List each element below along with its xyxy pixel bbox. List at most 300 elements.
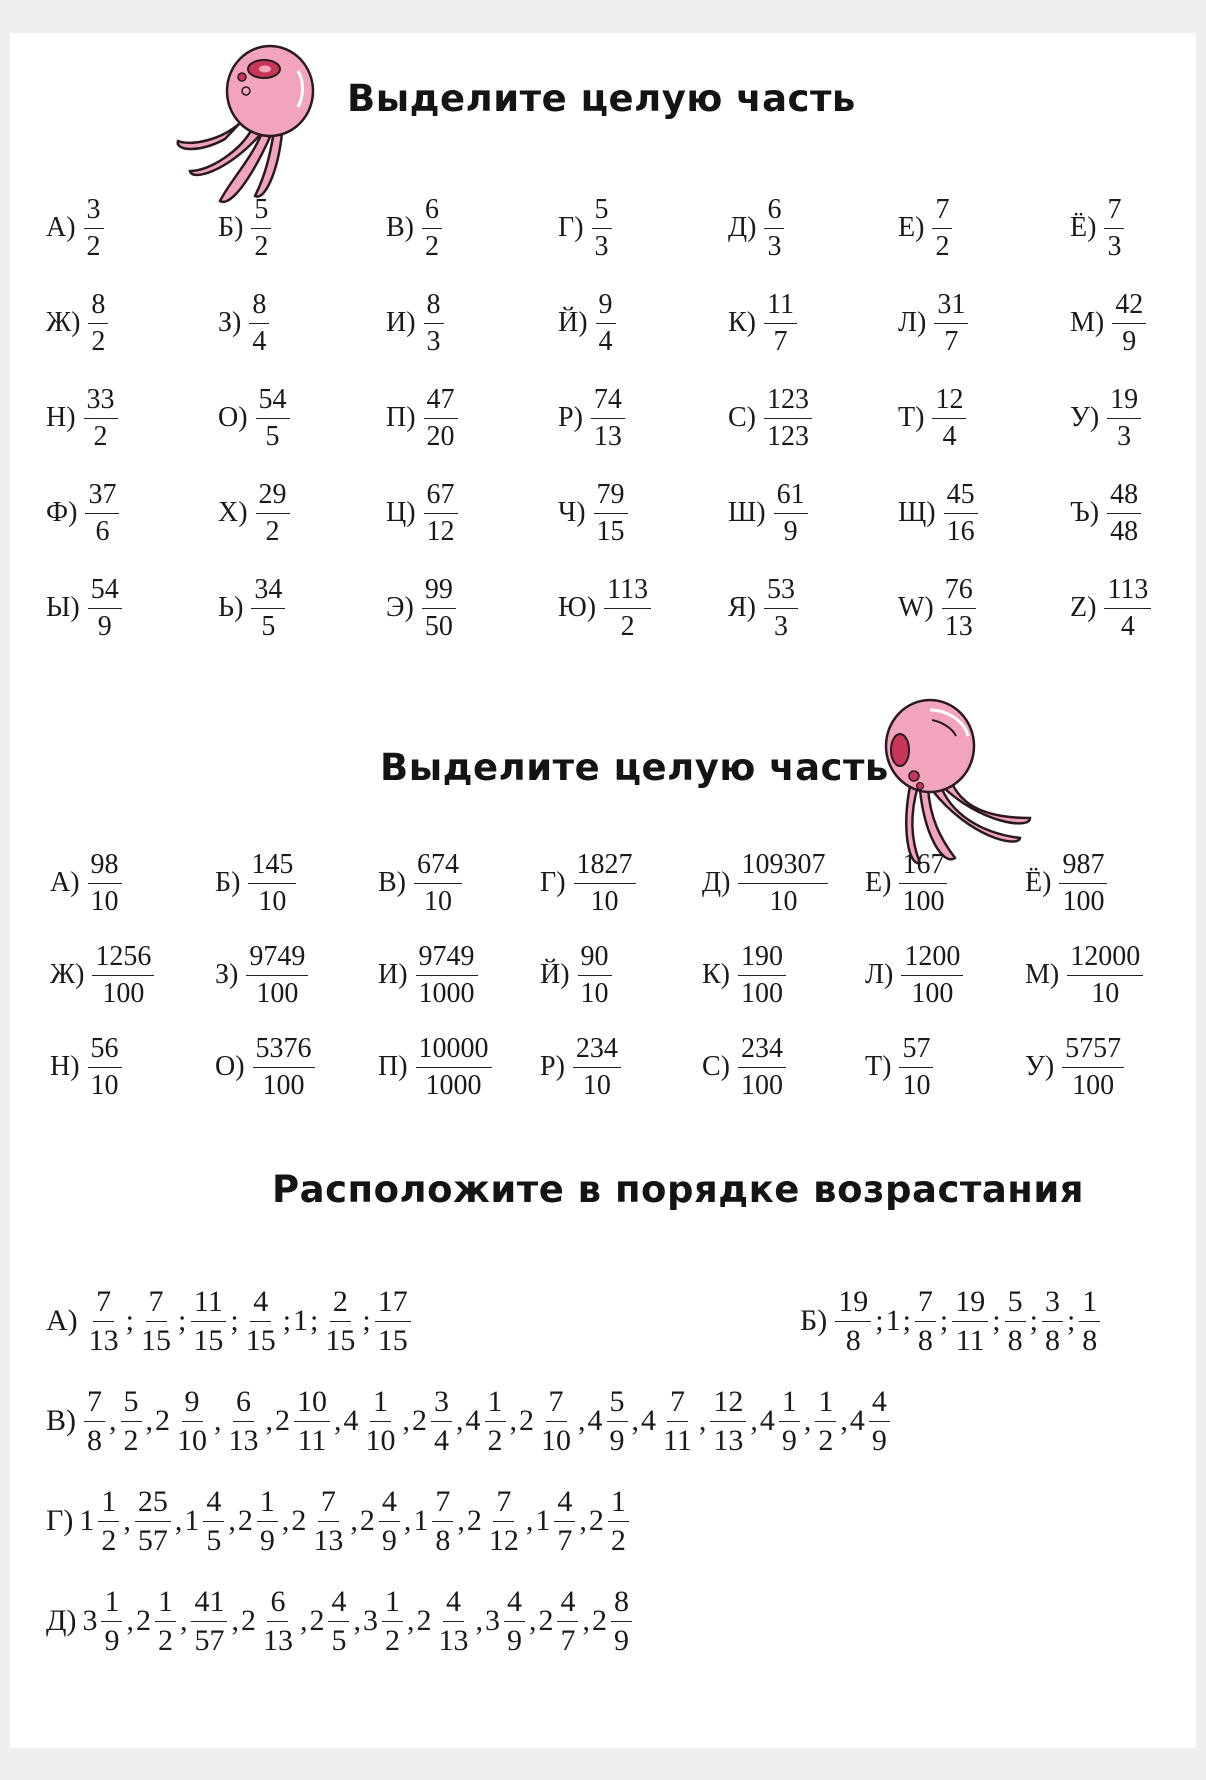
exercise-item	[50, 940, 156, 1010]
separator: ,	[402, 1404, 410, 1437]
exercise-item	[218, 288, 271, 358]
numerator: 10	[294, 1387, 330, 1422]
fraction	[84, 1384, 105, 1457]
separator: ,	[403, 1504, 412, 1537]
fraction	[934, 288, 968, 357]
numerator: 3	[1042, 1287, 1063, 1322]
fraction	[84, 193, 104, 262]
denominator: 10	[769, 885, 798, 917]
numerator: 2	[330, 1287, 351, 1322]
denominator: 13	[593, 420, 622, 452]
item-label: К)	[728, 307, 756, 338]
separator: ,	[582, 1604, 590, 1637]
row-label: В)	[46, 1404, 76, 1437]
fraction	[88, 1032, 122, 1101]
whole-part: 4	[849, 1404, 865, 1437]
numerator: 5	[251, 196, 271, 229]
separator: ;	[1066, 1304, 1076, 1337]
whole-part: 2	[466, 1504, 482, 1537]
numerator: 987	[1059, 851, 1107, 884]
fraction	[375, 1284, 411, 1357]
fraction	[190, 1284, 226, 1357]
mixed-number	[484, 1584, 527, 1657]
numerator: 48	[1107, 481, 1141, 514]
numerator: 234	[573, 1035, 621, 1068]
fraction	[611, 1584, 632, 1657]
numerator: 9749	[246, 943, 308, 976]
item-label: Щ)	[898, 497, 936, 528]
separator: ,	[525, 1504, 534, 1537]
fraction	[485, 1384, 506, 1457]
exercise-item	[1070, 478, 1143, 548]
separator: ,	[579, 1504, 587, 1537]
item-label: Ж)	[50, 959, 85, 990]
fraction	[422, 573, 456, 642]
section2-title: Выделите целую часть	[380, 746, 889, 789]
exercise-item	[46, 478, 121, 548]
numerator: 61	[774, 481, 808, 514]
numerator: 47	[424, 386, 458, 419]
denominator: 100	[911, 977, 954, 1009]
fraction	[86, 1284, 122, 1357]
fraction	[710, 1384, 746, 1457]
numerator: 6	[422, 196, 442, 229]
denominator: 2	[935, 230, 950, 262]
numerator: 54	[256, 386, 290, 419]
separator: ;	[1029, 1304, 1038, 1337]
exercise-row	[10, 1032, 1196, 1102]
denominator: 9	[506, 1623, 522, 1657]
denominator: 7	[560, 1623, 576, 1657]
numerator: 234	[738, 1035, 786, 1068]
section3-title: Расположите в порядке возрастания	[272, 1168, 1085, 1211]
whole-part: 4	[343, 1404, 359, 1437]
numerator: 79	[594, 481, 628, 514]
mixed-number	[535, 1484, 577, 1557]
denominator: 4	[252, 325, 267, 357]
whole-part: 2	[275, 1404, 290, 1437]
numerator: 1	[815, 1387, 836, 1422]
item-label: W)	[898, 592, 934, 623]
item-label: В)	[378, 867, 406, 898]
fraction	[738, 940, 786, 1009]
separator: ;	[282, 1304, 292, 1337]
numerator: 5757	[1062, 1035, 1124, 1068]
fraction	[554, 1484, 575, 1557]
fraction	[88, 573, 122, 642]
denominator: 10	[541, 1423, 571, 1457]
denominator: 10	[90, 1069, 119, 1101]
denominator: 3	[774, 610, 788, 642]
item-label: У)	[1025, 1051, 1055, 1082]
fraction	[573, 1032, 621, 1101]
numerator: 19	[1107, 386, 1141, 419]
fraction	[764, 573, 798, 642]
row-label: Г)	[46, 1504, 74, 1537]
mixed-number	[519, 1384, 576, 1457]
denominator: 9	[609, 1423, 625, 1457]
exercise-item	[728, 288, 799, 358]
numerator: 1827	[574, 851, 636, 884]
exercise-item	[558, 383, 627, 453]
fraction	[869, 1384, 890, 1457]
exercise-item	[50, 848, 124, 918]
mixed-number	[362, 1584, 405, 1657]
numerator: 7	[1104, 196, 1124, 229]
numerator: 3	[84, 196, 104, 229]
numerator: 1	[370, 1387, 391, 1422]
denominator: 50	[424, 610, 453, 642]
numerator: 41	[191, 1587, 227, 1622]
denominator: 10	[90, 885, 119, 917]
separator: ,	[123, 1504, 131, 1537]
numerator: 4	[504, 1587, 525, 1622]
exercise-item	[1070, 383, 1143, 453]
numerator: 1	[98, 1487, 119, 1522]
numerator: 7	[493, 1487, 514, 1522]
fraction	[1059, 848, 1107, 917]
denominator: 2	[620, 610, 635, 642]
denominator: 9	[783, 515, 798, 547]
numerator: 6	[764, 196, 784, 229]
fraction	[85, 478, 119, 547]
numerator: 12	[710, 1387, 746, 1422]
item-label: Ч)	[558, 497, 586, 528]
exercise-item	[386, 193, 444, 263]
mixed-number	[237, 1484, 280, 1557]
numerator: 98	[88, 851, 122, 884]
exercise-item	[558, 573, 653, 643]
denominator: 8	[1082, 1323, 1098, 1357]
denominator: 100	[741, 1069, 783, 1101]
mixed-number	[359, 1484, 402, 1557]
denominator: 100	[741, 977, 783, 1009]
numerator: 5	[1005, 1287, 1026, 1322]
numerator: 5376	[253, 1035, 315, 1068]
denominator: 10	[1091, 977, 1120, 1009]
exercise-item	[218, 573, 287, 643]
fraction	[84, 383, 118, 452]
fraction	[414, 848, 462, 917]
denominator: 5	[261, 610, 276, 642]
mixed-number	[416, 1584, 473, 1657]
exercise-item	[1025, 848, 1109, 918]
fraction	[328, 1584, 349, 1657]
denominator: 3	[426, 325, 441, 357]
whole-part: 1	[184, 1504, 200, 1537]
item-label: Ы)	[46, 592, 80, 623]
item-label: Б)	[215, 867, 241, 898]
exercise-item	[898, 288, 970, 358]
denominator: 15	[377, 1323, 408, 1357]
exercise-item	[898, 478, 980, 548]
numerator: 7	[546, 1387, 567, 1422]
whole-part: 2	[588, 1504, 604, 1537]
fraction	[294, 1384, 330, 1457]
mixed-number	[275, 1384, 332, 1457]
fraction	[174, 1384, 210, 1457]
separator: ,	[109, 1404, 117, 1437]
exercise-item	[898, 193, 954, 263]
denominator: 9	[97, 610, 112, 642]
fraction	[101, 1584, 122, 1657]
fraction	[138, 1284, 174, 1357]
mixed-number	[591, 1584, 634, 1657]
denominator: 13	[228, 1423, 259, 1457]
denominator: 100	[256, 977, 299, 1009]
separator: ;	[902, 1304, 911, 1337]
fraction	[1042, 1284, 1063, 1357]
item-label: Ц)	[386, 497, 416, 528]
numerator: 1	[608, 1487, 629, 1522]
exercise-item	[378, 848, 464, 918]
denominator: 9	[104, 1623, 120, 1657]
jellyfish-icon	[880, 698, 1040, 868]
numerator: 4	[203, 1487, 224, 1522]
numerator: 12000	[1067, 943, 1143, 976]
exercise-item	[898, 383, 968, 453]
separator: ;	[875, 1304, 884, 1337]
fraction	[557, 1584, 578, 1657]
fraction	[1079, 1284, 1100, 1357]
item-label: М)	[1025, 959, 1060, 990]
denominator: 3	[1107, 230, 1122, 262]
mixed-number	[343, 1384, 401, 1457]
fraction	[135, 1484, 171, 1557]
denominator: 57	[194, 1623, 225, 1657]
fraction	[1005, 1284, 1026, 1357]
separator: ,	[750, 1404, 758, 1437]
exercise-item	[865, 940, 965, 1010]
ordering-row	[46, 1376, 892, 1466]
item-label: З)	[218, 307, 242, 338]
denominator: 9	[381, 1523, 397, 1557]
exercise-item	[218, 193, 273, 263]
fraction	[260, 1584, 296, 1657]
numerator: 674	[414, 851, 462, 884]
numerator: 17	[375, 1287, 411, 1322]
whole-part: 1	[535, 1504, 551, 1537]
denominator: 2	[91, 325, 106, 357]
fraction	[486, 1484, 522, 1557]
mixed-number	[184, 1484, 226, 1557]
denominator: 7	[944, 325, 959, 357]
numerator: 8	[88, 291, 108, 324]
exercise-item	[378, 1032, 494, 1102]
row-label: А)	[46, 1304, 78, 1337]
fraction	[604, 573, 651, 642]
denominator: 4	[434, 1423, 449, 1457]
item-label: Е)	[898, 212, 925, 243]
numerator: 74	[591, 386, 625, 419]
item-label: Т)	[898, 402, 925, 433]
item-label: А)	[50, 867, 80, 898]
denominator: 15	[596, 515, 625, 547]
denominator: 10	[582, 1069, 611, 1101]
ordering-row	[46, 1576, 634, 1666]
mixed-number	[759, 1384, 802, 1457]
fraction	[422, 193, 442, 262]
item-label: Ь)	[218, 592, 244, 623]
numerator: 19	[835, 1287, 871, 1322]
exercise-item	[46, 288, 110, 358]
item-label: У)	[1070, 402, 1100, 433]
item-label: М)	[1070, 307, 1105, 338]
numerator: 113	[604, 576, 651, 609]
numerator: 56	[88, 1035, 122, 1068]
integer-term: 1	[885, 1304, 901, 1337]
exercise-item	[865, 1032, 935, 1102]
exercise-item	[1070, 573, 1153, 643]
fraction	[1104, 573, 1151, 642]
mixed-number	[291, 1484, 348, 1557]
denominator: 10	[424, 885, 452, 917]
mixed-number	[413, 1484, 455, 1557]
separator: ,	[528, 1604, 537, 1637]
fraction	[942, 573, 976, 642]
whole-part: 2	[291, 1504, 307, 1537]
separator: ,	[179, 1604, 188, 1637]
whole-part: 2	[412, 1404, 427, 1437]
fraction	[607, 1384, 628, 1457]
denominator: 100	[262, 1069, 305, 1101]
whole-part: 2	[519, 1404, 534, 1437]
fraction	[591, 383, 625, 452]
denominator: 11	[955, 1323, 985, 1357]
denominator: 10	[365, 1423, 396, 1457]
denominator: 3	[767, 230, 782, 262]
fraction	[774, 478, 808, 547]
fraction	[764, 288, 797, 357]
denominator: 8	[87, 1423, 102, 1457]
numerator: 8	[424, 291, 444, 324]
item-label: О)	[218, 402, 248, 433]
fraction	[1107, 478, 1141, 547]
numerator: 29	[256, 481, 290, 514]
fraction	[363, 1384, 399, 1457]
denominator: 1000	[425, 1069, 482, 1101]
whole-part: 3	[82, 1604, 98, 1637]
denominator: 48	[1110, 515, 1139, 547]
exercise-item	[865, 848, 949, 918]
numerator: 1	[257, 1487, 278, 1522]
fraction	[416, 1032, 492, 1101]
ordering-row	[46, 1476, 631, 1566]
whole-part: 2	[359, 1504, 375, 1537]
exercise-item	[215, 940, 310, 1010]
numerator: 5	[121, 1387, 142, 1422]
denominator: 9	[259, 1523, 275, 1557]
exercise-item	[386, 573, 458, 643]
item-label: Л)	[865, 959, 894, 990]
fraction	[538, 1384, 574, 1457]
fraction	[608, 1484, 629, 1557]
denominator: 2	[610, 1523, 626, 1557]
denominator: 5	[331, 1623, 347, 1657]
numerator: 7	[93, 1287, 114, 1322]
fraction	[249, 288, 269, 357]
exercise-item	[558, 478, 630, 548]
whole-part: 2	[237, 1504, 253, 1537]
numerator: 4	[443, 1587, 464, 1622]
fraction	[191, 1584, 227, 1657]
separator: ,	[231, 1604, 239, 1637]
fraction	[835, 1284, 871, 1357]
fraction	[257, 1484, 278, 1557]
denominator: 13	[313, 1523, 344, 1557]
fraction	[1112, 288, 1146, 357]
fraction	[424, 478, 458, 547]
fraction	[256, 478, 290, 547]
numerator: 33	[84, 386, 118, 419]
numerator: 7	[432, 1487, 453, 1522]
fraction	[416, 940, 478, 1009]
fraction	[578, 940, 612, 1009]
exercise-item	[898, 573, 978, 643]
separator: ,	[456, 1404, 464, 1437]
mixed-number	[79, 1484, 121, 1557]
exercise-row	[10, 193, 1196, 263]
item-label: П)	[386, 402, 416, 433]
denominator: 8	[1044, 1323, 1060, 1357]
numerator: 4	[869, 1387, 890, 1422]
separator: ,	[803, 1404, 812, 1437]
numerator: 54	[88, 576, 122, 609]
numerator: 99	[422, 576, 456, 609]
fraction	[764, 193, 784, 262]
mixed-number	[465, 1384, 508, 1457]
fraction	[952, 1284, 988, 1357]
fraction	[738, 848, 828, 917]
whole-part: 4	[641, 1404, 656, 1437]
item-label: С)	[728, 402, 756, 433]
denominator: 100	[1072, 1069, 1115, 1101]
numerator: 1	[779, 1387, 800, 1422]
item-label: Ъ)	[1070, 497, 1100, 528]
fraction	[226, 1384, 262, 1457]
numerator: 123	[764, 386, 812, 419]
item-label: Ж)	[46, 307, 81, 338]
exercise-item	[1070, 288, 1148, 358]
mixed-number	[82, 1584, 124, 1657]
numerator: 7	[84, 1387, 105, 1422]
numerator: 76	[942, 576, 976, 609]
exercise-item	[46, 193, 106, 263]
numerator: 145	[248, 851, 296, 884]
mixed-number	[155, 1384, 212, 1457]
numerator: 5	[607, 1387, 628, 1422]
exercise-item	[728, 573, 800, 643]
numerator: 53	[764, 576, 798, 609]
denominator: 10	[177, 1423, 207, 1457]
denominator: 100	[902, 885, 945, 917]
fraction	[251, 573, 285, 642]
numerator: 3	[431, 1387, 452, 1422]
separator: ,	[406, 1604, 415, 1637]
separator: ,	[631, 1404, 639, 1437]
denominator: 10	[580, 977, 609, 1009]
exercise-item	[540, 848, 638, 918]
numerator: 1	[155, 1587, 176, 1622]
fraction	[431, 1384, 452, 1457]
numerator: 7	[146, 1287, 167, 1322]
denominator: 15	[325, 1323, 356, 1357]
item-label: Я)	[728, 592, 756, 623]
exercise-item	[728, 478, 810, 548]
numerator: 1200	[901, 943, 963, 976]
exercise-item	[1025, 1032, 1126, 1102]
item-label: Р)	[540, 1051, 565, 1082]
